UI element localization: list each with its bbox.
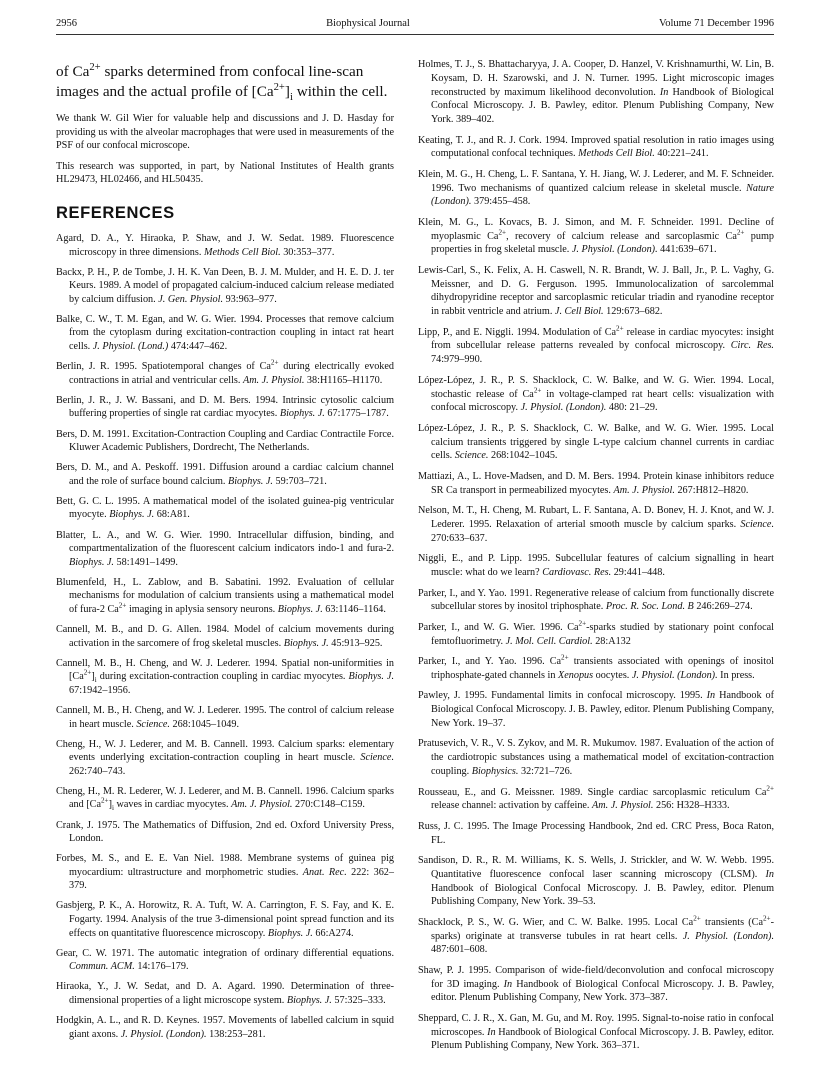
journal-name: Biophysical Journal <box>326 18 410 29</box>
reference-entry: Cheng, H., M. R. Lederer, W. J. Lederer, and M. B. Cannell. 1996. Calcium sparks and $[Ca^{2+}]_i$ waves in cardiac myocytes. Am. J. Physiol. 270:C148–C159. <box>56 785 394 813</box>
references-heading: REFERENCES <box>56 203 175 222</box>
reference-entry: Shaw, P. J. 1995. Comparison of wide-field/deconvolution and confocal microscopy for 3D imaging. In Handbook of Biological Confocal Microscopy. J. B. Pawley, editor. Plenum Publishing Company, New York. 373–387. <box>418 964 774 1004</box>
reference-entry: Parker, I., and Y. Yao. 1991. Regenerative release of calcium from functionally discrete subcellular stores by inositol triphosphate. Proc. R. Soc. Lond. B 246:269–274. <box>418 587 774 613</box>
volume-date: Volume 71 December 1996 <box>658 18 774 29</box>
reference-entry: Berlin, J. R., J. W. Bassani, and D. M. Bers. 1994. Intrinsic cytosolic calcium buffering properties of single rat cardiac myocytes. Biophys. J. 67:1775–1787. <box>56 394 394 420</box>
reference-entry: Lipp, P., and E. Niggli. 1994. Modulation of $Ca^{2+}$ release in cardiac myocytes: insight from subcellular release patterns revealed by confocal microscopy. Circ. Res. 74:979–990. <box>418 324 774 366</box>
reference-entry: López-López, J. R., P. S. Shacklock, C. W. Balke, and W. G. Wier. 1994. Local, stochastic release of $Ca^{2+}$ in voltage-clamped rat heart cells: visualization with confocal microscopy. J. Physiol. (London). 480: 21–29. <box>418 374 774 414</box>
reference-entry: Bers, D. M., and A. Peskoff. 1991. Diffusion around a cardiac calcium channel and the role of surface bound calcium. Biophys. J. 59:703–721. <box>56 462 394 487</box>
reference-entry: Holmes, T. J., S. Bhattacharyya, J. A. Cooper, D. Hanzel, V. Krishnamurthi, W. Lin, B. Koysam, D. H. Szarowski, and J. N. Turner. 1995. Light microscopic images reconstructed by maximum likelihood deconvolution. In Handbook of Biological Confocal Microscopy. J. B. Pawley, editor. Plenum Publishing Company, New York. 389–402. <box>418 59 775 125</box>
reference-entry: Nelson, M. T., H. Cheng, M. Rubart, L. F. Santana, A. D. Bonev, H. J. Knot, and W. J. Lederer. 1995. Relaxation of arterial smooth muscle by calcium sparks. Science. 270:633–637. <box>418 505 774 544</box>
reference-entry: Sheppard, C. J. R., X. Gan, M. Gu, and M. Roy. 1995. Signal-to-noise ratio in confocal microscopes. In Handbook of Biological Confocal Microscopy. J. B. Pawley, editor. Plenum Publishing Company, New York. 363–371. <box>418 1012 774 1052</box>
reference-entry: López-López, J. R., P. S. Shacklock, C. W. Balke, and W. G. Wier. 1995. Local calcium transients triggered by single L-type calcium channel currents in cardiac cells. Science. 268:1042–1045. <box>418 422 774 462</box>
acknowledgments <box>56 112 394 187</box>
reference-entry: Klein, M. G., L. Kovacs, B. J. Simon, and M. F. Schneider. 1991. Decline of myoplasmic $Ca^{2+}$, recovery of calcium release and sarcoplasmic $Ca^{2+}$ pump properties in frog skeletal muscle. J. Physiol. (London). 441:639–671. <box>418 216 775 256</box>
reference-entry: Pawley, J. 1995. Fundamental limits in confocal microscopy. 1995. In Handbook of Biological Confocal Microscopy. J. B. Pawley, editor. Plenum Publishing Company, New York. 19–37. <box>418 690 774 729</box>
reference-entry: Cheng, H., W. J. Lederer, and M. B. Cannell. 1993. Calcium sparks: elementary events underlying excitation-contraction coupling in heart muscle. Science. 262:740–743. <box>56 738 394 777</box>
running-header <box>56 18 774 35</box>
reference-entry: Klein, M. G., H. Cheng, L. F. Santana, Y. H. Jiang, W. J. Lederer, and M. F. Schneider. 1996. Two mechanisms of quantized calcium release in skeletal muscle. Nature (London). 379:455–458. <box>418 168 774 208</box>
reference-entry: Blumenfeld, H., L. Zablow, and B. Sabatini. 1992. Evaluation of cellular mechanisms for modulation of calcium transients using a mathematical model of fura-2 $Ca^{2+}$ imaging in aplysia sensory neurons. Biophys. J. 63:1146–1164. <box>56 576 394 615</box>
reference-entry: Sandison, D. R., R. M. Williams, K. S. Wells, J. Strickler, and W. W. Webb. 1995. Quantitative fluorescence confocal laser scanning microscopy (CLSM). In Handbook of Biological Confocal Microscopy. J. B. Pawley, editor. Plenum Publishing Company, New York. 39–53. <box>418 855 774 908</box>
reference-entry: Balke, C. W., T. M. Egan, and W. G. Wier. 1994. Processes that remove calcium from the cytoplasm during excitation-contraction coupling in intact rat heart cells. J. Physiol. (Lond.) 474:447–462. <box>56 313 394 352</box>
reference-entry: Bers, D. M. 1991. Excitation-Contraction Coupling and Cardiac Contractile Force. Kluwer Academic Publishers, Dordrecht, The Netherlands. <box>56 428 394 454</box>
reference-entry: Parker, I., and W. G. Wier. 1996. $Ca^{2+}$-sparks studied by stationary point confocal femtofluorimetry. J. Mol. Cell. Cardiol. 28:A132 <box>418 619 774 647</box>
reference-entry: Niggli, E., and P. Lipp. 1995. Subcellular features of calcium signalling in heart muscle: what do we learn? Cardiovasc. Res. 29:441–448. <box>418 553 774 578</box>
right-column <box>418 58 774 1060</box>
continuation-paragraph: of $Ca^{2+}$ sparks determined from confocal line-scan images and the actual profile of $[Ca^{2+}]_i$ within the cell. <box>56 61 388 104</box>
reference-list-left <box>56 232 394 1041</box>
reference-entry: Blatter, L. A., and W. G. Wier. 1990. Intracellular diffusion, binding, and compartmentalization of the fluorescent calcium indicators indo-1 and fura-2. Biophys. J. 58:1491–1499. <box>56 529 394 568</box>
reference-entry: Parker, I., and Y. Yao. 1996. $Ca^{2+}$ transients associated with openings of inositol triphosphate-gated channels in Xenopus oocytes. J. Physiol. (London). In press. <box>418 653 774 681</box>
reference-entry: Cannell, M. B., H. Cheng, and W. J. Lederer. 1994. Spatial non-uniformities in $[Ca^{2+}]_i$ during excitation-contraction coupling in cardiac myocytes. Biophys. J. 67:1942–1956. <box>56 657 394 696</box>
reference-entry: Gasbjerg, P. K., A. Horowitz, R. A. Tuft, W. A. Carrington, F. S. Fay, and K. E. Fogarty. 1994. Analysis of the true 3-dimensional point spread function and its effects on quantitative fluorescence microscopy. Biophys. J. 66:A274. <box>56 900 394 939</box>
funding-paragraph: This research was supported, in part, by National Institutes of Health grants HL29473, HL02466, and HL50435. <box>56 160 394 186</box>
reference-entry: Rousseau, E., and G. Meissner. 1989. Single cardiac sarcoplasmic reticulum $Ca^{2+}$ release channel: activation by caffeine. Am. J. Physiol. 256: H328–H333. <box>418 784 774 812</box>
reference-entry: Mattiazi, A., L. Hove-Madsen, and D. M. Bers. 1994. Protein kinase inhibitors reduce SR Ca transport in permeabilized myocytes. Am. J. Physiol. 267:H812–H820. <box>418 470 774 496</box>
reference-entry: Lewis-Carl, S., K. Felix, A. H. Caswell, N. R. Brandt, W. J. Ball, Jr., P. L. Vaghy, G. Meissner, and D. G. Ferguson. 1995. Immunolocalization of sarcolemmal dihydropyridine receptor and sarcoplasmic reticular triadin and ryanodine receptor in rabbit ventricle and atrium. J. Cell Biol. 129:673–682. <box>418 264 774 318</box>
reference-entry: Shacklock, P. S., W. G. Wier, and C. W. Balke. 1995. Local $Ca^{2+}$ transients $(Ca^{2+}-sparks)$ originate at transverse tubules in rat heart cells. J. Physiol. (London). 487:601–608. <box>418 914 774 956</box>
reference-entry: Berlin, J. R. 1995. Spatiotemporal changes of $Ca^{2+}$ during electrically evoked contractions in atrial and ventricular cells. Am. J. Physiol. 38:H1165–H1170. <box>56 358 394 386</box>
page-number: 2956 <box>56 18 77 29</box>
reference-entry: Hiraoka, Y., J. W. Sedat, and D. A. Agard. 1990. Determination of three-dimensional properties of a light microscope system. Biophys. J. 57:325–333. <box>56 981 394 1006</box>
reference-entry: Gear, C. W. 1971. The automatic integration of ordinary differential equations. Commun. ACM. 14:176–179. <box>56 947 394 973</box>
acknowledgment-paragraph: We thank W. Gil Wier for valuable help and discussions and J. D. Hasday for providing us with the alveolar macrophages that were used in measurements of the PSF of our confocal microscope. <box>56 113 394 152</box>
reference-entry: Pratusevich, V. R., V. S. Zykov, and M. R. Mukumov. 1987. Evaluation of the action of the cardiotropic substances using a mathematical model of excitation-contraction coupling. Biophysics. 32:721–726. <box>418 738 774 777</box>
reference-entry: Hodgkin, A. L., and R. D. Keynes. 1957. Movements of labelled calcium in squid giant axons. J. Physiol. (London). 138:253–281. <box>56 1015 394 1040</box>
reference-entry: Bett, G. C. L. 1995. A mathematical model of the isolated guinea-pig ventricular myocyte. Biophys. J. 68:A81. <box>56 495 394 521</box>
reference-entry: Backx, P. H., P. de Tombe, J. H. K. Van Deen, B. J. M. Mulder, and H. E. D. J. ter Keurs. 1989. A model of propagated calcium-induced calcium release mediated by calcium diffusion. J. Gen. Physiol. 93:963–977. <box>56 266 394 305</box>
left-column <box>56 62 394 1048</box>
reference-entry: Crank, J. 1975. The Mathematics of Diffusion, 2nd ed. Oxford University Press, London. <box>56 819 394 845</box>
reference-entry: Cannell, M. B., and D. G. Allen. 1984. Model of calcium movements during activation in the sarcomere of frog skeletal muscles. Biophys. J. 45:913–925. <box>56 624 394 649</box>
reference-entry: Russ, J. C. 1995. The Image Processing Handbook, 2nd ed. CRC Press, Boca Raton, FL. <box>418 820 774 846</box>
reference-entry: Cannell, M. B., H. Cheng, and W. J. Lederer. 1995. The control of calcium release in heart muscle. Science. 268:1045–1049. <box>56 704 394 730</box>
reference-entry: Keating, T. J., and R. J. Cork. 1994. Improved spatial resolution in ratio images using computational confocal techniques. Methods Cell Biol. 40:221–241. <box>418 134 774 160</box>
reference-list-right <box>418 58 774 1053</box>
reference-entry: Agard, D. A., Y. Hiraoka, P. Shaw, and J. W. Sedat. 1989. Fluorescence microscopy in three dimensions. Methods Cell Biol. 30:353–377. <box>56 232 394 258</box>
reference-entry: Forbes, M. S., and E. E. Van Niel. 1988. Membrane systems of guinea pig myocardium: ultrastructure and morphometric studies. Anat. Rec. 222: 362–379. <box>56 853 394 892</box>
